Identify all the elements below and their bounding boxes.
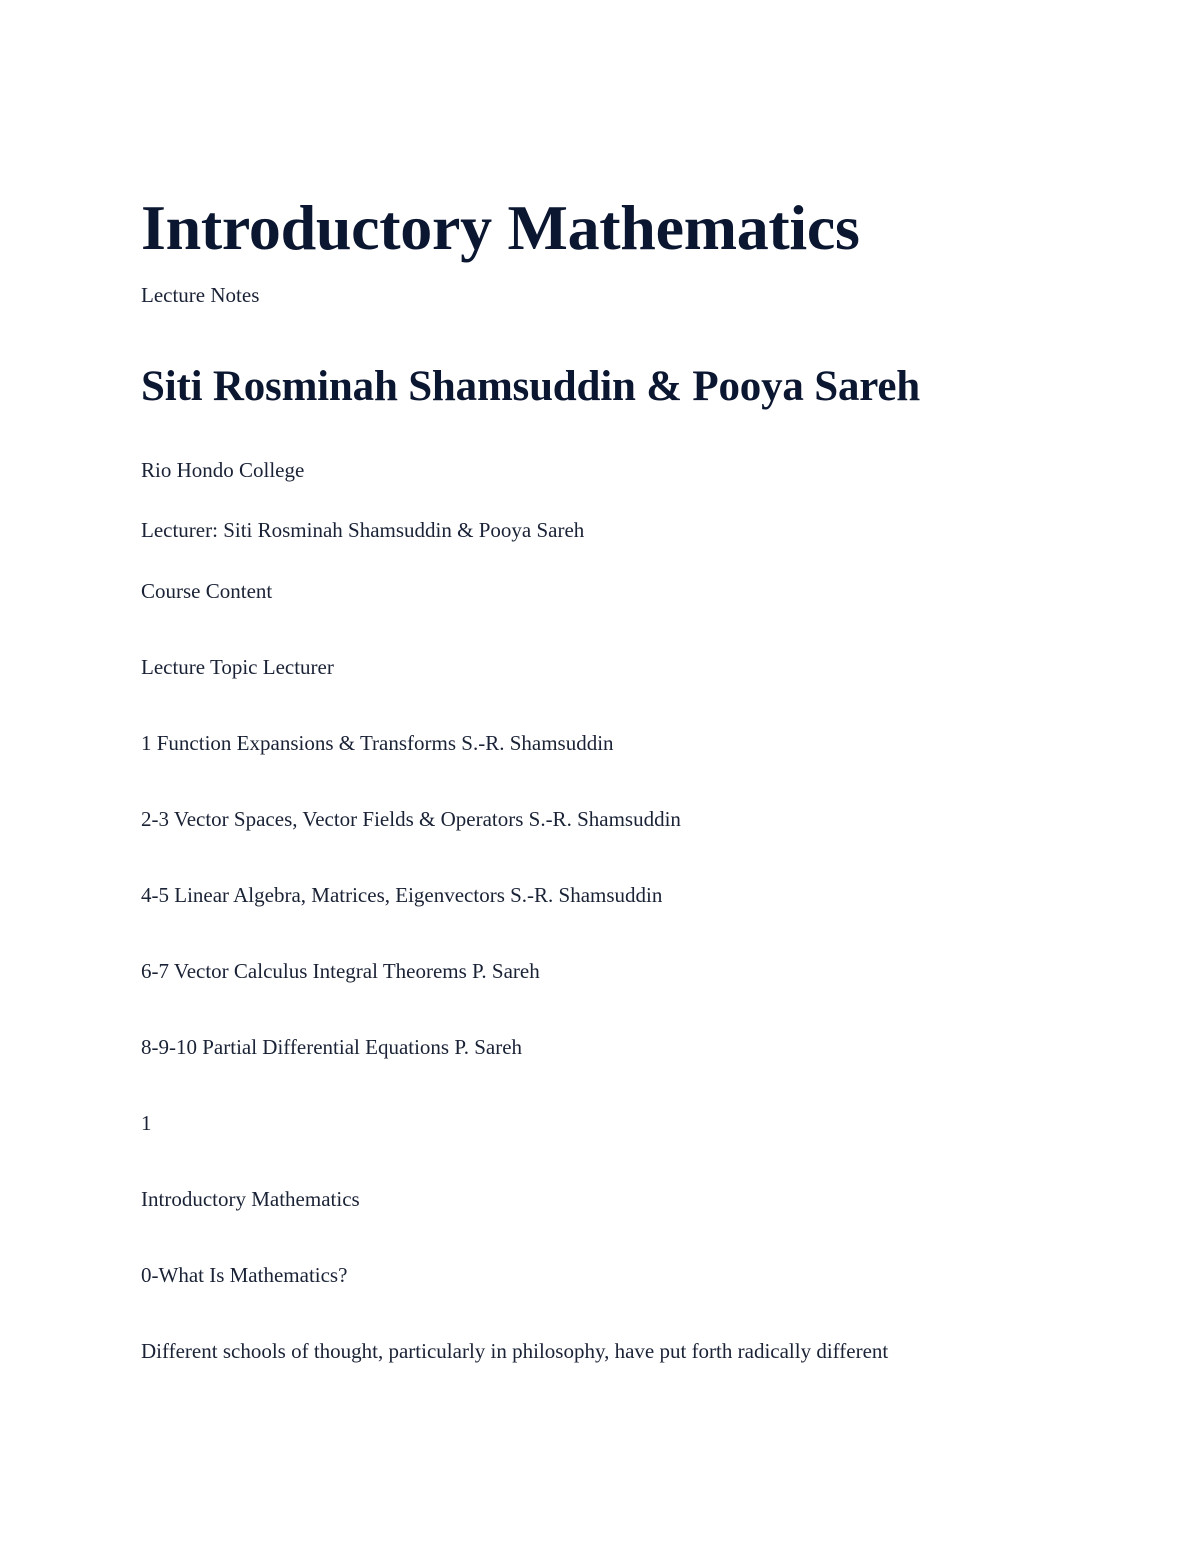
document-title: Introductory Mathematics	[141, 192, 860, 263]
lecture-row: 2-3 Vector Spaces, Vector Fields & Operators S.-R. Shamsuddin	[141, 807, 681, 831]
lecture-row: 4-5 Linear Algebra, Matrices, Eigenvectors S.-R. Shamsuddin	[141, 883, 663, 907]
running-header: Introductory Mathematics	[141, 1187, 360, 1211]
lecture-row: 6-7 Vector Calculus Integral Theorems P. Sareh	[141, 959, 540, 983]
document-authors: Siti Rosminah Shamsuddin & Pooya Sareh	[141, 363, 920, 410]
paragraph-text: Different schools of thought, particularly in philosophy, have put forth radically different	[141, 1339, 889, 1363]
institution-text: Rio Hondo College	[141, 458, 305, 482]
page-number: 1	[141, 1111, 152, 1135]
lecturer-text: Lecturer: Siti Rosminah Shamsuddin & Pooya Sareh	[141, 518, 585, 542]
section-heading: 0-What Is Mathematics?	[141, 1263, 348, 1287]
course-content-heading: Course Content	[141, 579, 273, 603]
lecture-row: 8-9-10 Partial Differential Equations P. Sareh	[141, 1035, 523, 1059]
lecture-table-header: Lecture Topic Lecturer	[141, 655, 334, 679]
document-subtitle: Lecture Notes	[141, 283, 260, 307]
lecture-row: 1 Function Expansions & Transforms S.-R. Shamsuddin	[141, 731, 614, 755]
